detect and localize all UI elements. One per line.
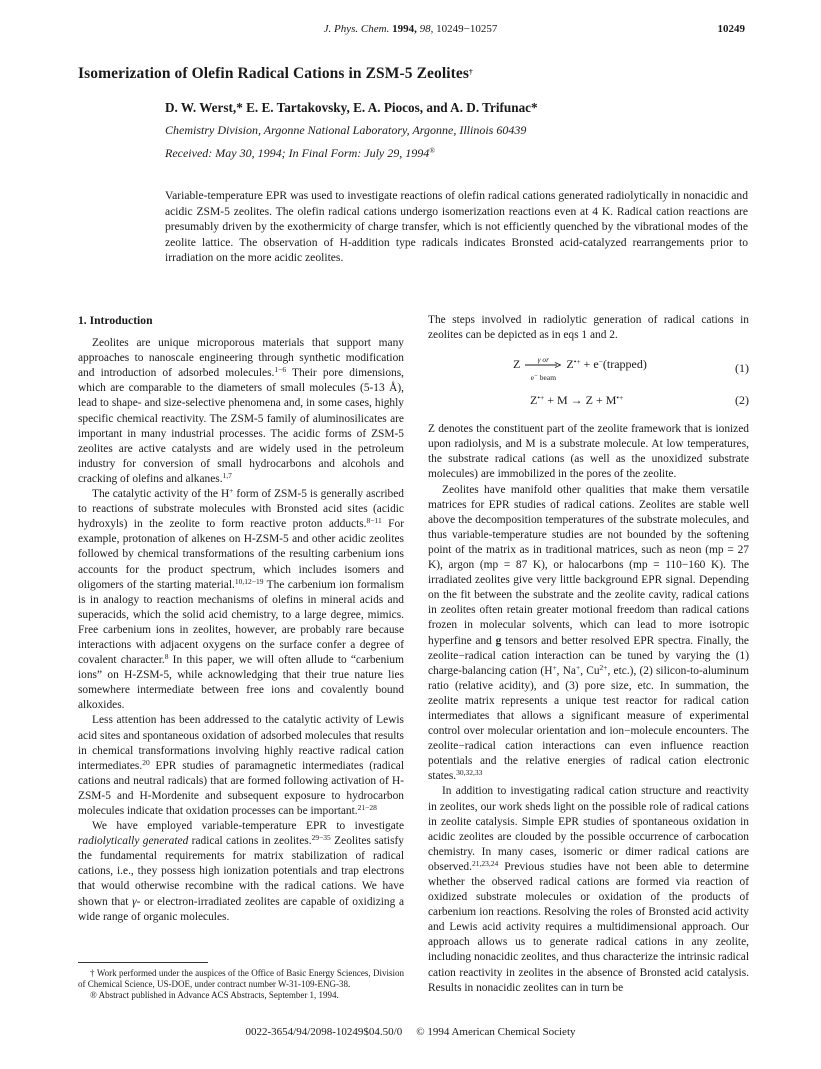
paragraph: The steps involved in radiolytic generation of radical cations in zeolites can be depicted as in eqs 1 and 2. xyxy=(428,314,749,342)
received-mark: ® xyxy=(429,146,435,155)
article-code: 0022-3654/94/2098-10249$04.50/0 xyxy=(245,1026,403,1038)
paragraph: We have employed variable-temperature EPR to investigate radiolytically generated radical cations in zeolites.$^{29-35}$ Zeolites satisfy the fundamental requirements for matrix stabilization of radical cations, i.e., they possess high ionization potentials and trap electrons that would otherwise recombine with the radical cations. We have shown that γ- or electron-irradiated zeolites are capable of oxidizing a wide range of organic molecules. xyxy=(78,820,404,923)
journal-pages: 10249−10257 xyxy=(436,23,498,35)
right-column xyxy=(428,313,749,996)
running-header xyxy=(0,23,821,35)
received-dates xyxy=(165,146,435,161)
arrow-label-above: γ or xyxy=(537,355,550,365)
equation-1-expression: Z γ or e⁻ beam Z•+ + e−(trapped) xyxy=(513,357,647,372)
section-heading-introduction: 1. Introduction xyxy=(78,314,153,327)
equation-1 xyxy=(428,355,749,382)
author-list: D. W. Werst,* E. E. Tartakovsky, E. A. Piocos, and A. D. Trifunac* xyxy=(165,100,538,115)
title-footnote-mark: † xyxy=(469,67,473,76)
paragraph: Z denotes the constituent part of the zeolite framework that is ionized upon radiolysis, and M is a substrate molecule. At low temperatures, the substrate radical cations (as well as the unoxidized substrate molecules) are immobilized in the pores of the zeolite. xyxy=(428,423,749,481)
page-number: 10249 xyxy=(717,23,745,35)
footnote-rule xyxy=(78,962,208,963)
abstract: Variable-temperature EPR was used to investigate reactions of olefin radical cations generated radiolytically in nonacidic and acidic ZSM-5 zeolites. The olefin radical cations undergo isomerization reactions even at 4 K. Radical cation reactions are presumably driven by the exothermicity of charge transfer, which is not efficiently quenched by the vibrational modes of the zeolite lattice. The observation of H-addition type radicals indicates Bronsted acid-catalyzed rearrangements prior to irradiation on the more acidic zeolites. xyxy=(165,189,748,264)
page-footer xyxy=(0,1026,821,1038)
paragraph: The catalytic activity of the H+ form of ZSM-5 is generally ascribed to reactions of substrate molecules with Bronsted acid sites (acidic hydroxyls) in the zeolite to form reactive proton adducts.$^{8-11}$ For example, protonation of alkenes on H-ZSM-5 and other acidic zeolites followed by chemical transformations of the resulting carbenium ions accounts for the product spectrum, which includes isomers and oligomers of the starting material.$^{10,12-19}$ The carbenium ion formalism is in analogy to reaction mechanisms of olefins in mineral acids and superacids, which the solid acid chemistry, to a large degree, mimics. Free carbenium ions in zeolites, however, are probably rare because interactions with adjacent oxygens on the surface confer a degree of covalent character.$^8$ In this paper, we will often allude to “carbenium ions” on H-ZSM-5, while acknowledging that their true nature lies somewhere intermediate between free ions and covalently bound alkoxides. xyxy=(78,486,405,712)
article-title xyxy=(78,65,473,83)
received-text: Received: May 30, 1994; In Final Form: July 29, 1994 xyxy=(165,146,430,160)
equation-1-number: (1) xyxy=(735,361,749,376)
journal-volume: 98, xyxy=(419,23,434,35)
equation-2-expression: Z•+ + M → Z + M•+ xyxy=(530,393,624,408)
equation-2 xyxy=(428,387,749,414)
journal-abbrev: J. Phys. Chem. xyxy=(323,23,390,35)
equation-2-number: (2) xyxy=(735,393,749,408)
left-column xyxy=(78,313,404,925)
copyright-notice: © 1994 American Chemical Society xyxy=(416,1026,576,1038)
footnote-dagger: † Work performed under the auspices of the Office of Basic Energy Sciences, Division of Chemical Science, US-DOE, under contract number W-31-109-ENG-38. xyxy=(78,968,404,989)
reaction-arrow xyxy=(525,355,561,383)
title-text: Isomerization of Olefin Radical Cations in ZSM-5 Zeolites xyxy=(78,65,470,82)
paragraph: Zeolites have manifold other qualities that make them versatile matrices for EPR studies of radical cations. Zeolites are stable well above the decomposition temperatures of the substrate molecules, and thus variable-temperature studies are not bounded by the softening point of the matrix as in traditional matrices, such as neon (mp = 27 K), argon (mp = 87 K), or halocarbons (mp = 110−160 K). The irradiated zeolites give very little background EPR signal. Depending on the fit between the substrate and the zeolite cavity, radical cations in zeolites often retain greater motional freedom than radical cations frozen in molecular solvents, which can lead to more isotropic hyperfine and g tensors and better resolved EPR spectra. Finally, the zeolite−radical cation interaction can be tuned by varying the (1) charge-balancing cation (H+, Na+, $Cu^{2+}$, etc.), (2) silicon-to-aluminum ratio (relative acidity), and (3) pore size, etc. In summation, the zeolite matrix represents a unique test reactor for radical cation intermediates that allows a significant measure of experimental control over molecular orientation and ion−molecule encounters. The zeolite−radical cation interactions can even influence reaction potentials and the relative energies of radical cation electronic states.$^{30,32,33}$ xyxy=(428,483,749,783)
footnotes xyxy=(78,962,404,1001)
affiliation: Chemistry Division, Argonne National Laboratory, Argonne, Illinois 60439 xyxy=(165,123,527,137)
journal-year: 1994, xyxy=(392,23,417,35)
footnote-abstract-publication: ® Abstract published in Advance ACS Abstracts, September 1, 1994. xyxy=(90,990,339,1000)
paragraph: Less attention has been addressed to the catalytic activity of Lewis acid sites and spontaneous oxidation of adsorbed molecules that results in chemical transformations involving highly reactive radical cation intermediates.$^{20}$ EPR studies of paramagnetic intermediates (radical cations and neutral radicals) that are formed following activation of H-ZSM-5 and H-Mordenite and subsequent exposure to hydrocarbon molecules indicate that oxidation processes can be important.$^{21-28}$ xyxy=(78,714,404,817)
paragraph: Zeolites are unique microporous materials that support many approaches to nanoscale engineering through synthetic modification and introduction of adsorbed molecules.$^{1-6}$ Their pore dimensions, which are comparable to the diameters of small molecules (5-13 Å), lead to shape- and size-selective phenomena and, in some cases, highly specific chemical reactivity. The ZSM-5 family of aluminosilicates are important in many industrial processes. The acidic forms of ZSM-5 zeolites are active catalysts and are widely used in the petroleum industry for conversion of small hydrocarbons and alcohols and cracking of olefins and alkanes.$^{1,7}$ xyxy=(78,337,405,485)
paragraph: In addition to investigating radical cation structure and reactivity in zeolites, our work sheds light on the possible role of radical cations in zeolite catalysis. Simple EPR studies of spontaneous oxidation in acidic zeolites are clouded by the possible occurrence of carbocation chemistry. In many cases, isomeric or dimer radical cations are observed.$^{21,23,24}$ Previous studies have not been able to determine whether the observed radical cations are formed via reaction of oxidized substrate molecules or oxidation of the products of carbenium ion reactions. Resolving the roles of Bronsted acid activity and Lewis acid activity requires a multidimensional approach. Our approach allows us to generate radical cations in any zeolite, including nonacidic zeolites, and thus characterize the intrinsic radical cation reactivity in zeolites in the absence of Bronsted acid catalysis. Results in nonacidic zeolites can in turn be xyxy=(428,785,749,994)
arrow-label-below: e⁻ beam xyxy=(530,373,557,383)
